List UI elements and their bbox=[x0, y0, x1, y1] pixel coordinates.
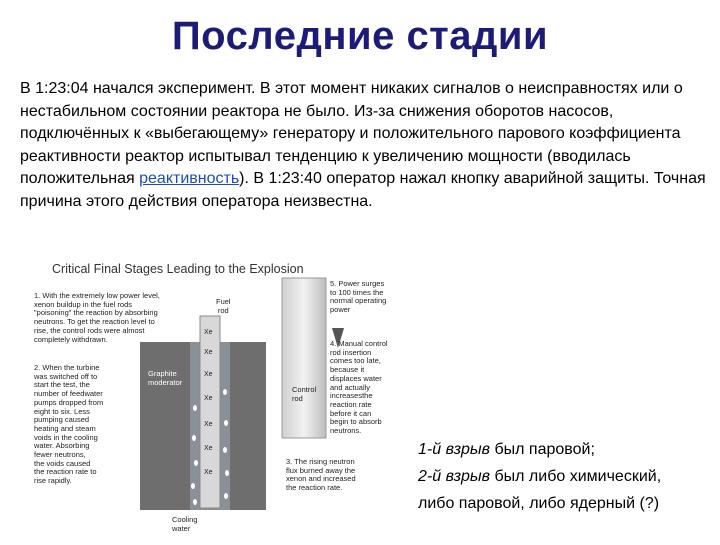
note-4: 4. Manual control rod insertion comes too late, because it displaces water and actually increasesthe reaction rate before it can begin to absorb neutrons. bbox=[330, 339, 388, 436]
note-2: 2. When the turbine was switched off to start the test, the number of feedwater pumps dropped from eight to six. Less pumping caused heating and steam voids in the cooling water. Absorbing fewer neutrons, the voids caused the reaction rate to rise rapidly. bbox=[34, 363, 104, 486]
slide-title: Последние стадии bbox=[171, 14, 549, 58]
xe-label: Xe bbox=[204, 371, 213, 378]
control-rod bbox=[282, 278, 326, 438]
xe-label: Xe bbox=[204, 469, 213, 476]
reactor-diagram bbox=[30, 258, 415, 540]
xe-label: Xe bbox=[204, 445, 213, 452]
note-5: 5. Power surges to 100 times the normal operating power bbox=[330, 279, 387, 315]
control-rod-label: Control rod bbox=[292, 385, 317, 403]
note-3: 3. The rising neutron flux burned away the xenon and increased the reaction rate. bbox=[286, 457, 356, 493]
xe-label: Xe bbox=[204, 421, 213, 428]
conclusion-line-3: либо паровой, либо ядерный (?) bbox=[418, 495, 660, 512]
reactivity-link[interactable]: реактивность bbox=[139, 170, 240, 187]
fuel-rod bbox=[200, 316, 220, 508]
conclusion-line-1: 1-й взрыв был паровой; bbox=[418, 441, 595, 458]
xe-label: Xe bbox=[204, 349, 213, 356]
xe-label: Xe bbox=[204, 329, 213, 336]
paragraph-part2: ). В 1:23:40 оператор нажал кнопку аварийной защиты. Точная причина этого действия оператора неизвестна. bbox=[20, 170, 706, 210]
main-paragraph bbox=[20, 78, 710, 213]
figure-title: Critical Final Stages Leading to the Explosion bbox=[52, 262, 304, 276]
fuel-rod-label: Fuel rod bbox=[216, 297, 231, 315]
conclusion-block bbox=[418, 436, 718, 517]
xe-label: Xe bbox=[204, 395, 213, 402]
cooling-water-label: Cooling water bbox=[172, 515, 198, 533]
paragraph-part1: В 1:23:04 начался эксперимент. В этот момент никаких сигналов о неисправностях или о нестабильном состоянии реактора не было. Из-за снижения оборотов насосов, подключённых к «выбегающему» генератору и положительного парового коэффициента реактивности реактор испытывал тенденцию к увеличению мощности (вводилась положительная bbox=[20, 80, 683, 187]
graphite-label: Graphite moderator bbox=[148, 369, 183, 387]
note-1: 1. With the extremely low power level, xenon buildup in the fuel rods "poisoning" the reaction by absorbing neutrons. To get the reaction level to rise, the control rods were almost completely withdrawn. bbox=[34, 291, 160, 344]
conclusion-line-2: 2-й взрыв был либо химический, bbox=[418, 468, 662, 485]
